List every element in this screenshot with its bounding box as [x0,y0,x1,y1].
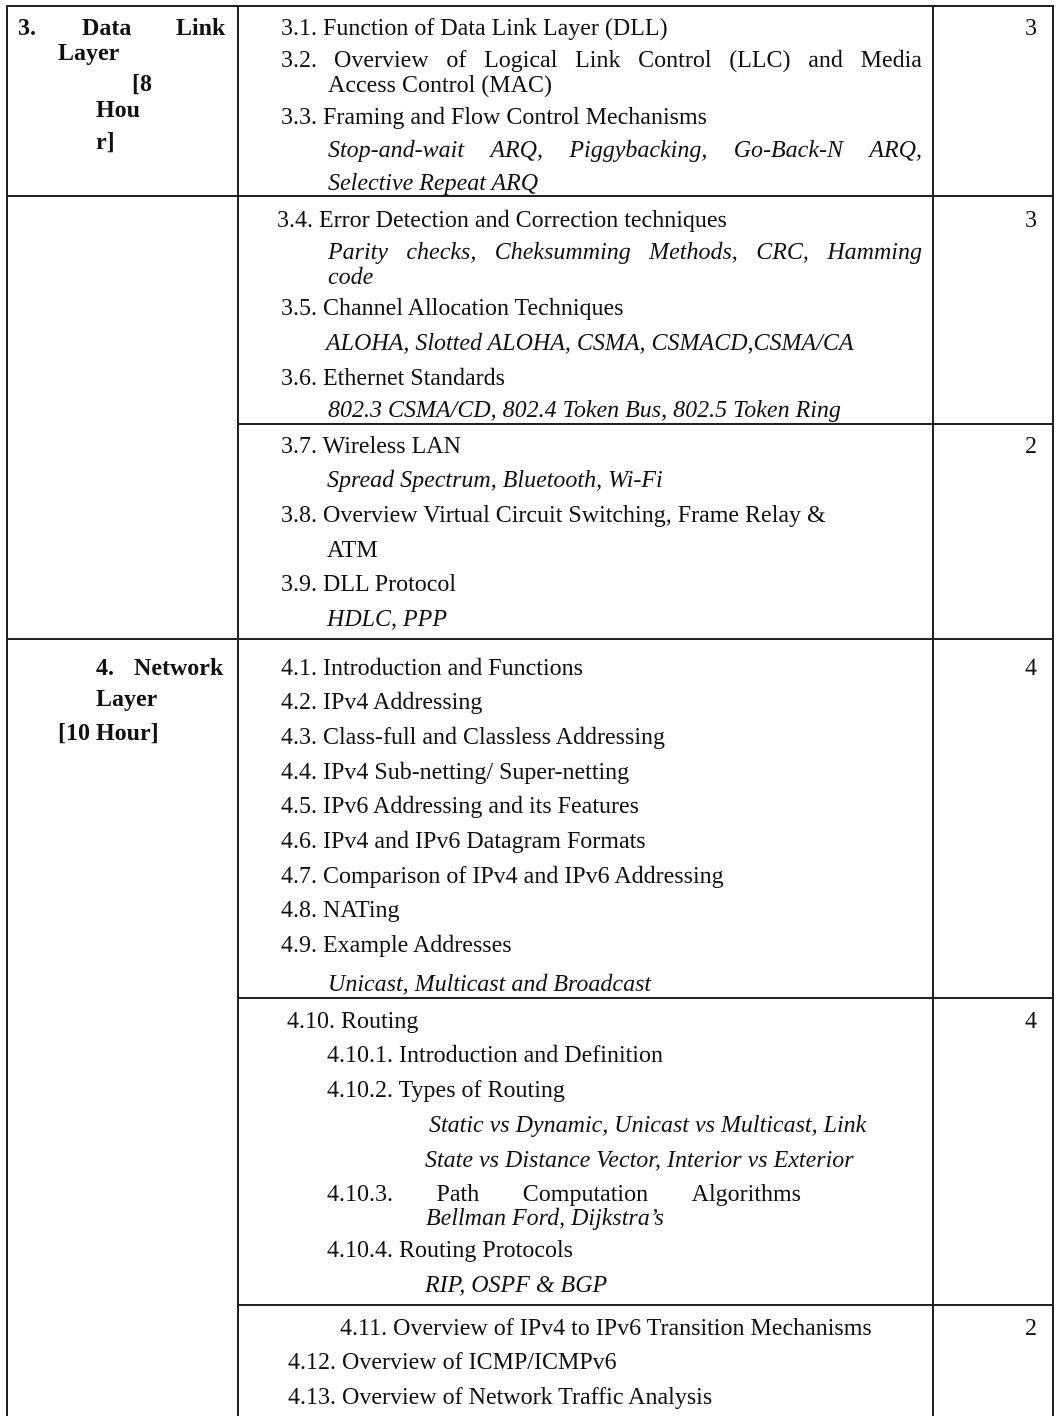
row-border [6,5,1054,7]
topic-item: 4.11. Overview of IPv4 to IPv6 Transition Mechanisms [340,1315,872,1341]
lecture-hours: 2 [1025,1315,1037,1341]
topic-item: 4.10.2. Types of Routing [327,1077,565,1103]
subtopic-item: State vs Distance Vector, Interior vs Exterior [425,1147,854,1173]
topic-item: 4.9. Example Addresses [281,932,512,958]
subtopic-item: Static vs Dynamic, Unicast vs Multicast, Link [429,1112,867,1138]
lecture-hours: 3 [1025,207,1037,233]
unit-name: Layer [58,40,120,66]
topic-item: 3.6. Ethernet Standards [281,365,505,391]
topic-item: 4.10.1. Introduction and Definition [327,1042,663,1068]
topic-item: 4.6. IPv4 and IPv6 Datagram Formats [281,828,646,854]
topic-item: 4.10.4. Routing Protocols [327,1237,574,1263]
topic-item: Overview of Logical Link Control (LLC) and Media [334,47,922,73]
unit-hours: Hou [96,97,141,123]
topic-item: 3.2. [281,47,317,73]
subtopic-item: code [328,264,374,290]
lecture-hours: 4 [1025,1008,1037,1034]
topic-item: 4.12. Overview of ICMP/ICMPv6 [288,1349,617,1375]
subtopic-item: RIP, OSPF & BGP [425,1272,608,1298]
unit-name: Data [82,15,132,41]
topic-item: 3.9. DLL Protocol [281,571,457,597]
column-border [932,5,934,1416]
row-border [6,638,1054,640]
lecture-hours: 4 [1025,655,1037,681]
topic-item: 3.4. Error Detection and Correction techniques [277,207,727,233]
unit-hours: [8 [132,71,152,97]
unit-hours: r] [96,129,115,155]
subtopic-item: Stop-and-wait ARQ, Piggybacking, Go-Back-N ARQ, [328,137,922,163]
topic-item: 3.1. Function of Data Link Layer (DLL) [281,15,668,41]
topic-item: 3.7. Wireless LAN [281,433,461,459]
lecture-hours: 3 [1025,15,1037,41]
topic-item: ATM [327,537,378,563]
topic-item: 4.2. IPv4 Addressing [281,689,483,715]
lecture-hours: 2 [1025,433,1037,459]
subtopic-item: Bellman Ford, Dijkstra’s [426,1205,664,1231]
unit-name: Layer [96,686,158,712]
topic-item: 4.10. Routing [287,1008,419,1034]
subtopic-item: Selective Repeat ARQ [328,170,539,196]
column-border [1052,5,1054,1416]
topic-item: Access Control (MAC) [328,72,552,98]
unit-name: Link [176,15,226,41]
topic-item: 4.7. Comparison of IPv4 and IPv6 Addressing [281,863,724,889]
topic-item: 4.5. IPv6 Addressing and its Features [281,793,639,819]
unit-hours: [10 Hour] [58,720,159,746]
column-border [6,5,8,1416]
unit-number: 4. [96,655,114,681]
subtopic-item: ALOHA, Slotted ALOHA, CSMA, CSMACD,CSMA/CA [326,330,854,356]
topic-item: 4.1. Introduction and Functions [281,655,583,681]
topic-item: 4.10.3. Path Computation Algorithms [327,1181,801,1207]
subtopic-item: HDLC, PPP [327,606,447,632]
subtopic-item: Unicast, Multicast and Broadcast [328,971,652,997]
column-border [237,5,239,1416]
subtopic-item: 802.3 CSMA/CD, 802.4 Token Bus, 802.5 Token Ring [328,397,841,423]
topic-item: 3.8. Overview Virtual Circuit Switching, Frame Relay & [281,502,826,528]
subtopic-item: Parity checks, Cheksumming Methods, CRC, Hamming [328,239,922,265]
topic-item: 4.4. IPv4 Sub-netting/ Super-netting [281,759,630,785]
unit-number: 3. [18,15,36,41]
topic-item: 3.3. Framing and Flow Control Mechanisms [281,104,707,130]
topic-item: 3.5. Channel Allocation Techniques [281,295,624,321]
topic-item: 4.8. NATing [281,897,400,923]
topic-item: 4.13. Overview of Network Traffic Analysis [288,1384,713,1410]
unit-name: Network [134,655,224,681]
topic-item: 4.3. Class-full and Classless Addressing [281,724,665,750]
subtopic-item: Spread Spectrum, Bluetooth, Wi-Fi [327,467,663,493]
